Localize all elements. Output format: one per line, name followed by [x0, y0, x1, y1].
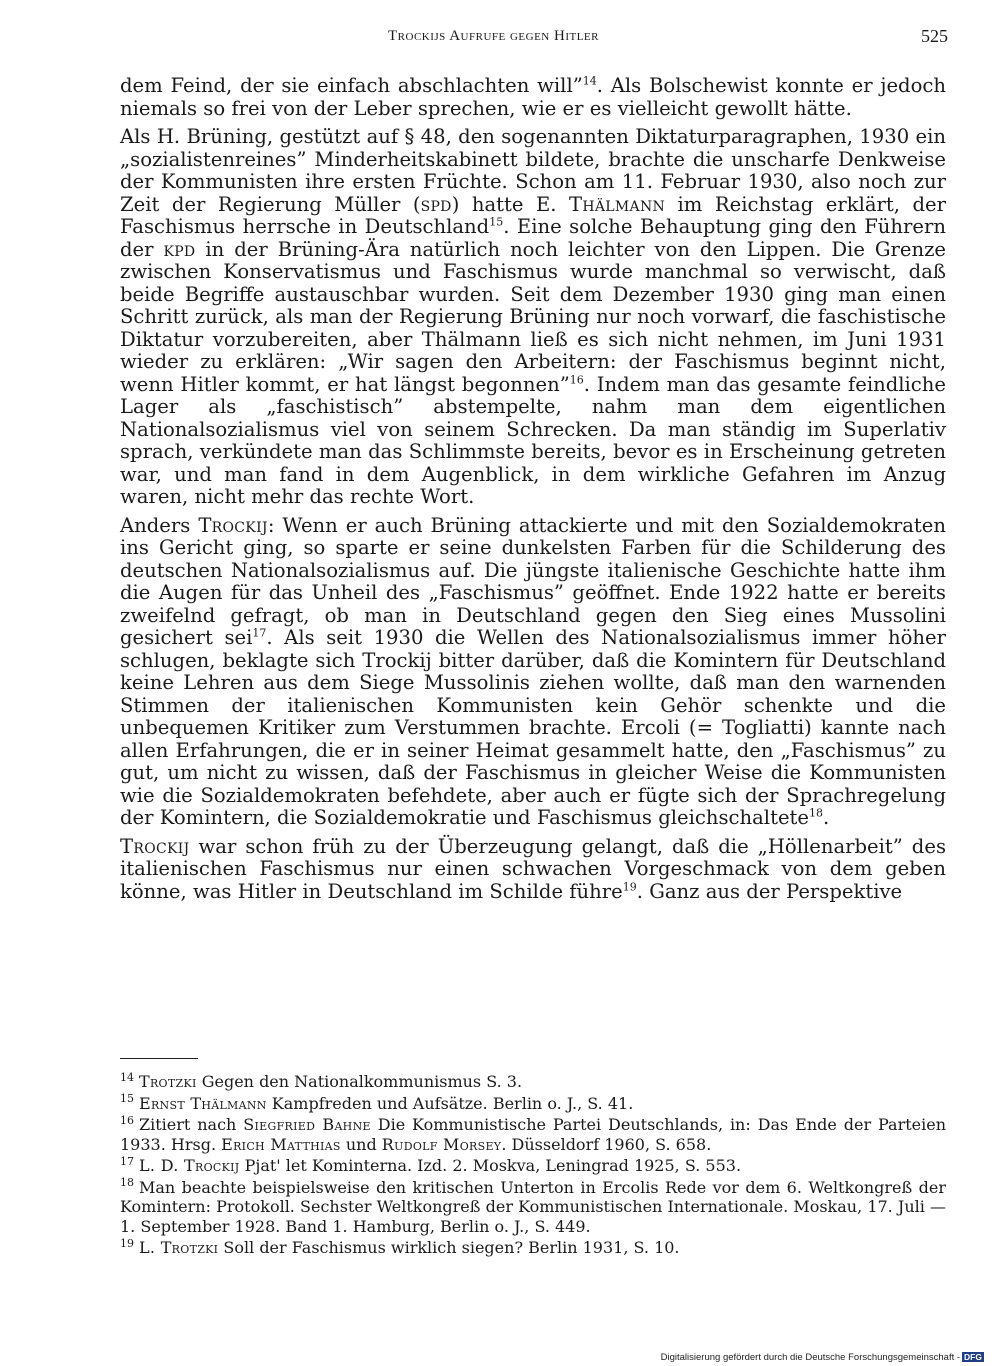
dfg-logo: DFG: [964, 1352, 982, 1363]
footnote-ref[interactable]: 19: [622, 879, 637, 893]
footnote-14: $^{14}$ Trotzki Gegen den Nationalkommunismus S. 3.: [120, 1070, 523, 1091]
paragraph-1: dem Feind, der sie einfach abschlachten will”$^{14}$. Als Bolschewist konnte er jedoch niemals so frei von der Leber sprechen, wie er es vielleicht gewollt hätte.: [120, 74, 946, 120]
footnote-ref[interactable]: 15: [489, 215, 504, 229]
funding-note: Digitalisierung gefördert durch die Deutsche Forschungsgemeinschaft -: [660, 1352, 961, 1363]
footnote-16: $^{16}$ Zitiert nach Siegfried Bahne Die Kommunistische Partei Deutschlands, in: Das Ende der Parteien 1933. Hrsg. Erich Matthias und Rudolf Morsey. Düsseldorf 1960, S. 658.: [120, 1113, 947, 1154]
paragraph-4: Trockij war schon früh zu der Überzeugung gelangt, daß die „Höllenarbeit” des italienischen Faschismus nur einen schwachen Vorgeschmack von dem geben könne, was Hitler in Deutschland im Schilde führe$^{19}$. Ganz aus der Perspektive: [120, 834, 946, 903]
footnote-17: $^{17}$ L. D. Trockij Pjat' let Kominterna. Izd. 2. Moskva, Leningrad 1925, S. 553.: [120, 1154, 742, 1175]
footnote-separator: [120, 1058, 198, 1059]
main-text: [120, 75, 946, 903]
digitization-footer: [661, 1352, 984, 1363]
footnote-15: $^{15}$ Ernst Thälmann Kampfreden und Aufsätze. Berlin o. J., S. 41.: [120, 1092, 634, 1113]
footnote-19: $^{19}$ L. Trotzki Soll der Faschismus wirklich siegen? Berlin 1931, S. 10.: [120, 1236, 680, 1257]
paragraph-2: Als H. Brüning, gestützt auf § 48, den sogenannten Diktaturparagraphen, 1930 ein „sozialistenreines” Minderheitskabinett bildete, brachte die unscharfe Denkweise der Kommunisten ihre ersten Früchte. Schon am 11. Februar 1930, also noch zur Zeit der Regierung Müller (spd) hatte E. Thälmann im Reichstag erklärt, der Faschismus herrsche in Deutschland$^{15}$. Eine solche Behauptung ging den Führern der kpd in der Brüning-Ära natürlich noch leichter von den Lippen. Die Grenze zwischen Konservatismus und Faschismus wurde manchmal so verwischt, daß beide Begriffe austauschbar wurden. Seit dem Dezember 1930 ging man einen Schritt zurück, als man der Regierung Brüning nur noch vorwarf, die faschistische Diktatur vorzubereiten, aber Thälmann ließ es sich nicht nehmen, im Juni 1931 wieder zu erklären: „Wir sagen den Arbeitern: der Faschismus beginnt nicht, wenn Hitler kommt, er hat längst begonnen”$^{16}$. Indem man das gesamte feindliche Lager als „faschistisch” abstempelte, nahm man dem eigentlichen Nationalsozialismus viel von seinem Schrecken. Da man ständig im Superlativ sprach, verkündete man das Schlimmste bereits, bevor es in Erscheinung getreten war, und man fand in dem Augenblick, in dem wirkliche Gefahren im Anzug waren, nicht mehr das rechte Wort.: [120, 125, 947, 508]
paragraph-3: Anders Trockij: Wenn er auch Brüning attackierte und mit den Sozialdemokraten ins Gericht ging, so sparte er seine dunkelsten Farben für die Schilderung des deutschen Nationalsozialismus auf. Die jüngste italienische Geschichte hatte ihm die Augen für das Unheil des „Faschismus” geöffnet. Ende 1922 hatte er bereits zweifelnd gefragt, ob man in Deutschland gegen den Sieg eines Mussolini gesichert sei$^{17}$. Als seit 1930 die Wellen des Nationalsozialismus immer höher schlugen, beklagte sich Trockij bitter darüber, daß die Komintern für Deutschland keine Lehren aus dem Siege Mussolinis ziehen wollte, daß man den warnenden Stimmen der italienischen Kommunisten kein Gehör schenkte und die unbequemen Kritiker zum Verstummen brachte. Ercoli (= Togliatti) kannte nach allen Erfahrungen, die er in seiner Heimat gesammelt hatte, den „Faschismus” zu gut, um nicht zu wissen, daß der Faschismus in gleicher Weise die Kommunisten wie die Sozialdemokraten befehdete, aber auch er fügte sich der Sprachregelung der Komintern, die Sozialdemokratie und Faschismus gleichschaltete$^{18}$.: [120, 513, 947, 829]
footnotes: [120, 1072, 946, 1260]
footnote-ref[interactable]: 17: [252, 626, 267, 640]
running-title: Trockijs Aufrufe gegen Hitler: [388, 28, 599, 44]
footnote-ref[interactable]: 14: [582, 74, 597, 88]
footnote-ref[interactable]: 16: [569, 372, 584, 386]
footnote-18: $^{18}$ Man beachte beispielsweise den kritischen Unterton in Ercolis Rede vor dem 6. Weltkongreß der Komintern: Protokoll. Sechster Weltkongreß der Kommunistischen Internationale. Moskau, 17. Juli — 1. September 1928. Band 1. Hamburg, Berlin o. J., S. 449.: [120, 1176, 946, 1236]
page-number: 525: [921, 26, 948, 46]
page-header: [120, 28, 948, 50]
footnote-ref[interactable]: 18: [809, 806, 824, 820]
